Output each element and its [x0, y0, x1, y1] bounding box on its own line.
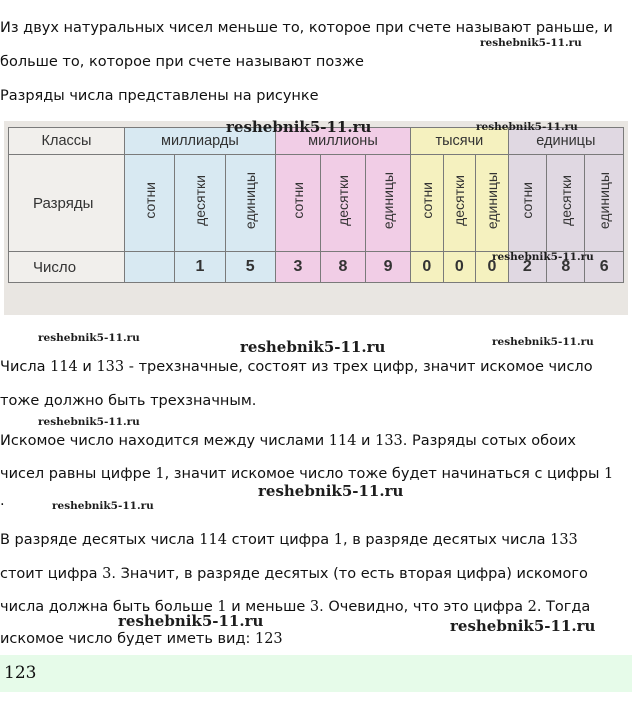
watermark: reshebnik5-11.ru: [476, 121, 578, 133]
text-fragment: чисел равны цифре: [0, 466, 156, 482]
digit-cell: 9: [365, 252, 410, 283]
number-value: 114: [199, 532, 227, 548]
rank-name: десятки: [334, 175, 351, 226]
ranks-row: [9, 155, 624, 252]
watermark: reshebnik5-11.ru: [226, 118, 372, 136]
text-line: [0, 465, 613, 483]
text-line: [0, 358, 593, 376]
text-fragment: числа должна быть больше: [0, 599, 218, 615]
text-fragment: искомое число будет иметь вид:: [0, 631, 255, 647]
text-fragment: стоит цифра: [0, 566, 103, 582]
ranks-label: Разряды: [9, 155, 125, 252]
number-value: 114: [328, 433, 357, 449]
text-fragment: Искомое число находится между числами: [0, 433, 329, 449]
text-fragment: и: [77, 359, 97, 375]
digit-cell: 8: [320, 252, 365, 283]
class-units: единицы: [508, 128, 623, 155]
rank-name: сотни: [141, 182, 158, 219]
watermark: reshebnik5-11.ru: [240, 338, 386, 356]
text-fragment: В разряде десятых числа: [0, 532, 200, 548]
watermark: reshebnik5-11.ru: [118, 612, 264, 630]
text-fragment: , в разряде десятых числа: [343, 532, 551, 548]
rank-cell: [476, 155, 509, 252]
text-line: Разряды числа представлены на рисунке: [0, 88, 319, 104]
digit-cell: 2: [508, 252, 546, 283]
digit-cell: 0: [443, 252, 476, 283]
answer-box: [0, 655, 632, 692]
number-value: 114: [50, 359, 78, 375]
rank-cell: [547, 155, 585, 252]
rank-cell: [275, 155, 320, 252]
rank-name: десятки: [451, 175, 468, 226]
text-line: .: [0, 493, 5, 509]
text-fragment: . Тогда: [536, 599, 591, 615]
rank-name: единицы: [380, 171, 397, 230]
number-label: Число: [9, 252, 125, 283]
watermark: reshebnik5-11.ru: [480, 37, 582, 49]
text-line: Из двух натуральных чисел меньше то, которое при счете называют раньше, и: [0, 20, 613, 36]
rank-name: сотни: [519, 182, 536, 219]
number-value: 3: [309, 599, 320, 615]
digit-cell: 3: [275, 252, 320, 283]
rank-cell: [508, 155, 546, 252]
number-value: 133: [550, 532, 578, 548]
rank-cell: [175, 155, 225, 252]
answer-value: 123: [4, 663, 37, 683]
digit-cell: 8: [547, 252, 585, 283]
rank-name: единицы: [596, 171, 613, 230]
watermark: reshebnik5-11.ru: [450, 617, 596, 635]
text-fragment: . Разряды сотых обоих: [402, 433, 576, 449]
rank-name: сотни: [289, 182, 306, 219]
number-value: 1: [217, 599, 227, 615]
rank-cell: [443, 155, 476, 252]
classes-label: Классы: [9, 128, 125, 155]
rank-cell: [585, 155, 624, 252]
rank-name: десятки: [191, 175, 208, 226]
text-fragment: и меньше: [226, 599, 310, 615]
number-value: 123: [254, 631, 283, 647]
text-fragment: стоит цифра: [226, 532, 334, 548]
digit-cell: 5: [225, 252, 275, 283]
number-value: 1: [333, 532, 343, 548]
rank-cell: [125, 155, 175, 252]
text-line: [0, 432, 576, 450]
watermark: reshebnik5-11.ru: [38, 416, 140, 428]
class-thousands: тысячи: [411, 128, 509, 155]
rank-name: десятки: [557, 175, 574, 226]
class-millions: миллионы: [275, 128, 410, 155]
text-line: [0, 531, 578, 549]
watermark: reshebnik5-11.ru: [52, 500, 154, 512]
rank-cell: [411, 155, 444, 252]
watermark: reshebnik5-11.ru: [492, 251, 594, 263]
watermark: reshebnik5-11.ru: [258, 482, 404, 500]
text-fragment: - трехзначные, состоят из трех цифр, значит искомое число: [124, 359, 593, 375]
rank-name: единицы: [483, 171, 500, 230]
rank-cell: [225, 155, 275, 252]
number-value: 1: [604, 466, 614, 482]
rank-cell: [365, 155, 410, 252]
text-line: [0, 565, 588, 583]
digit-cell: 0: [476, 252, 509, 283]
number-value: 2: [527, 599, 537, 615]
text-fragment: и: [356, 433, 376, 449]
rank-cell: [320, 155, 365, 252]
watermark: reshebnik5-11.ru: [492, 336, 594, 348]
text-line: больше то, которое при счете называют позже: [0, 54, 364, 70]
rank-name: сотни: [418, 182, 435, 219]
number-value: 133: [96, 359, 125, 375]
text-line: [0, 630, 283, 648]
text-line: тоже должно быть трехзначным.: [0, 393, 257, 409]
number-value: 1: [155, 466, 165, 482]
text-fragment: . Очевидно, что это цифра: [319, 599, 528, 615]
text-fragment: , значит искомое число тоже будет начинаться с цифры: [164, 466, 604, 482]
digit-places-table-image: [4, 121, 628, 315]
number-value: 133: [375, 433, 403, 449]
rank-name: единицы: [242, 171, 259, 230]
digit-cell: 6: [585, 252, 624, 283]
watermark: reshebnik5-11.ru: [38, 332, 140, 344]
text-line: [0, 598, 590, 616]
digit-cell: [125, 252, 175, 283]
class-billions: миллиарды: [125, 128, 276, 155]
text-fragment: . Значит, в разряде десятых (то есть вторая цифра) искомого: [111, 566, 588, 582]
digit-cell: 0: [411, 252, 444, 283]
digit-cell: 1: [175, 252, 225, 283]
number-value: 3: [102, 566, 112, 582]
text-fragment: Числа: [0, 359, 51, 375]
